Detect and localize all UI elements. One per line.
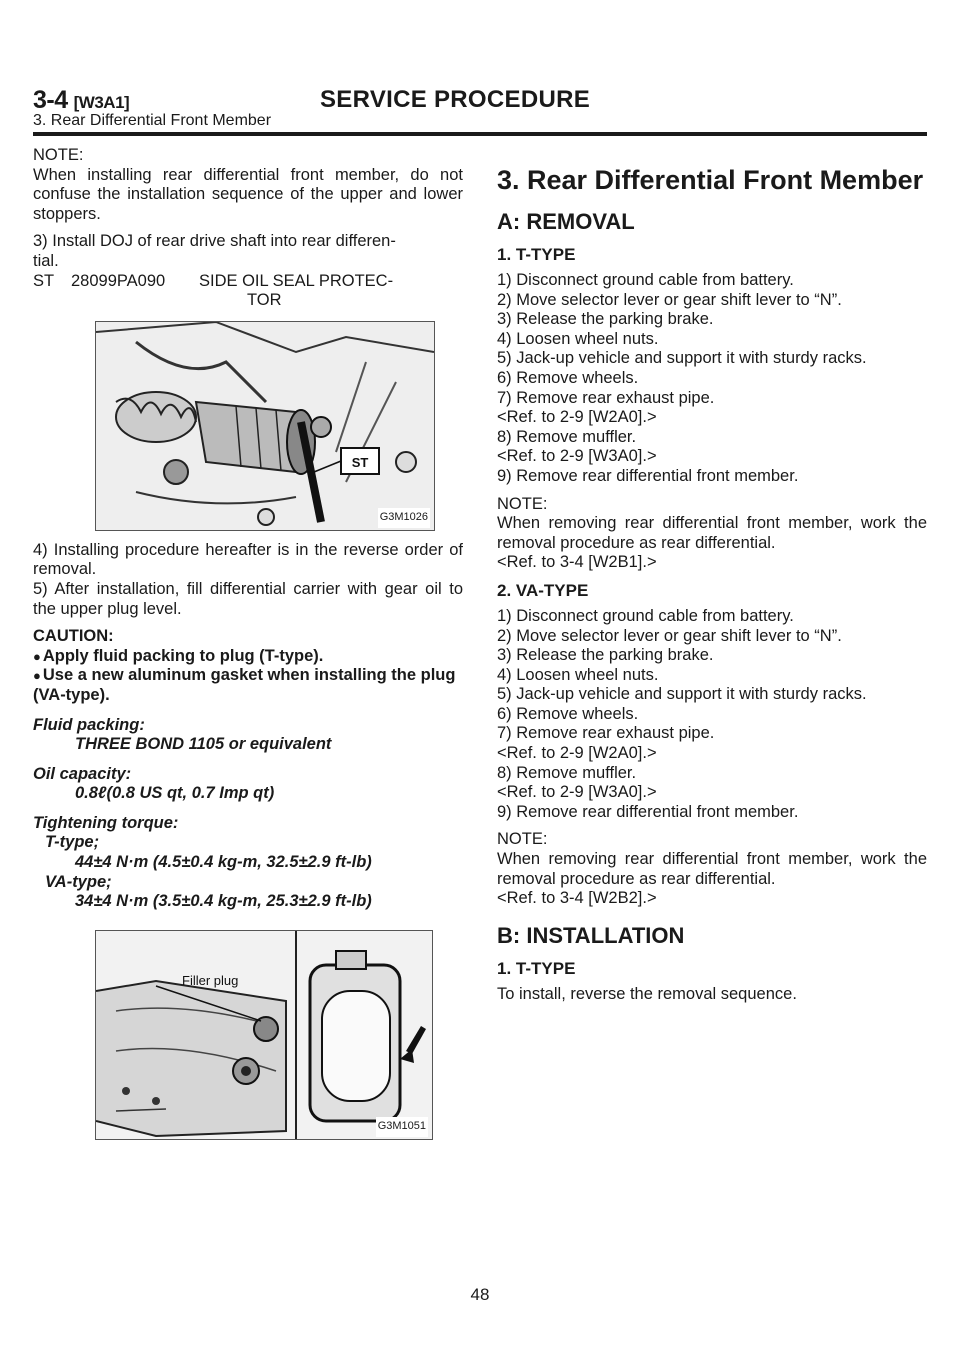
step-line: 1) Disconnect ground cable from battery. (497, 606, 794, 625)
install-t-type-heading: 1. T-TYPE (497, 958, 576, 978)
step-line: 5) Jack-up vehicle and support it with sturdy racks. (497, 349, 867, 368)
caution-item (33, 647, 463, 667)
note-label: NOTE: (33, 146, 84, 164)
oil-capacity-label: Oil capacity: (33, 764, 132, 783)
main-heading: 3. Rear Differential Front Member (497, 165, 924, 195)
drive-shaft-illustration (96, 322, 434, 530)
step-line: 6) Remove wheels. (497, 704, 639, 723)
figure-filler-plug (95, 930, 433, 1140)
note-label: NOTE: (497, 494, 548, 513)
va-type-steps (497, 607, 927, 823)
st-prefix: ST (33, 271, 55, 290)
fluid-packing-value: THREE BOND 1105 or equivalent (75, 735, 332, 754)
step-3-line2: tial. (33, 251, 59, 270)
note-ref: <Ref. to 3-4 [W2B2].> (497, 889, 657, 908)
step-line: 3) Release the parking brake. (497, 646, 714, 665)
st-name-line1: SIDE OIL SEAL PROTEC- (199, 271, 394, 290)
t-type-heading: 1. T-TYPE (497, 245, 576, 264)
left-column (33, 146, 463, 1150)
section-number-text: 3-4 (33, 86, 68, 114)
filler-plug-illustration (96, 931, 432, 1139)
step-line: 9) Remove rear differential front member. (497, 466, 799, 485)
step-3 (33, 232, 463, 310)
t-type-label: T-type; (45, 833, 100, 852)
section-number (33, 86, 129, 115)
step-line: 5) Jack-up vehicle and support it with sturdy racks. (497, 685, 867, 704)
installation-heading: B: INSTALLATION (497, 922, 685, 948)
st-figure-label: ST (351, 454, 369, 470)
section-code: [W3A1] (73, 93, 130, 112)
caution-item-text: Use a new aluminum gasket when installing the plug (VA-type). (33, 666, 456, 704)
special-tool-row (33, 272, 463, 292)
ref-line: <Ref. to 2-9 [W3A0].> (497, 783, 657, 802)
step-line: 7) Remove rear exhaust pipe. (497, 388, 715, 407)
step-3-line1: 3) Install DOJ of rear drive shaft into rear differen- (33, 232, 396, 251)
bullet-icon: ● (33, 668, 41, 684)
ref-line: <Ref. to 2-9 [W2A0].> (497, 408, 657, 427)
section-title: SERVICE PROCEDURE (320, 86, 591, 113)
step-line: 6) Remove wheels. (497, 368, 639, 387)
section-subtitle: 3. Rear Differential Front Member (33, 112, 272, 129)
step-line: 9) Remove rear differential front member. (497, 802, 799, 821)
filler-plug-label: Filler plug (182, 972, 239, 988)
caution-item-text: Apply fluid packing to plug (T-type). (42, 646, 324, 665)
t-type-steps (497, 271, 927, 487)
st-number: 28099PA090 (71, 271, 166, 290)
removal-heading: A: REMOVAL (497, 209, 635, 234)
step-5: 5) After installation, fill differential carrier with gear oil to the upper plug level. (33, 579, 463, 618)
install-text: To install, reverse the removal sequence. (497, 984, 797, 1003)
step-line: 3) Release the parking brake. (497, 310, 714, 329)
t-type-value: 44±4 N·m (4.5±0.4 kg-m, 32.5±2.9 ft-lb) (75, 853, 372, 872)
right-column (497, 146, 927, 1012)
figure-caption: G3M1051 (376, 1117, 428, 1137)
step-line: 4) Loosen wheel nuts. (497, 329, 659, 348)
va-type-heading: 2. VA-TYPE (497, 580, 589, 600)
note-label: NOTE: (497, 830, 548, 849)
caution-item (33, 666, 463, 705)
fluid-packing-label: Fluid packing: (33, 715, 145, 734)
step-4: 4) Installing procedure hereafter is in the reverse order of removal. (33, 540, 463, 579)
oil-capacity-value: 0.8ℓ(0.8 US qt, 0.7 Imp qt) (75, 784, 275, 803)
note-ref: <Ref. to 3-4 [W2B1].> (497, 553, 657, 572)
st-name-line2: TOR (247, 291, 282, 310)
step-line: 8) Remove muffler. (497, 763, 637, 782)
ref-line: <Ref. to 2-9 [W2A0].> (497, 744, 657, 763)
note-text: When removing rear differential front member, work the removal procedure as rear differential. (497, 850, 927, 888)
step-line: 2) Move selector lever or gear shift lever to “N”. (497, 290, 842, 309)
step-line: 1) Disconnect ground cable from battery. (497, 271, 794, 289)
figure-caption: G3M1026 (378, 508, 430, 528)
figure-drive-shaft (95, 321, 435, 531)
page-number: 48 (470, 1285, 490, 1304)
ref-line: <Ref. to 2-9 [W3A0].> (497, 447, 657, 466)
note-text: When removing rear differential front member, work the removal procedure as rear differential. (497, 514, 927, 552)
step-line: 2) Move selector lever or gear shift lever to “N”. (497, 626, 842, 645)
step-line: 7) Remove rear exhaust pipe. (497, 724, 715, 743)
va-type-label: VA-type; (45, 872, 112, 891)
va-type-value: 34±4 N·m (3.5±0.4 kg-m, 25.3±2.9 ft-lb) (75, 892, 372, 911)
header-rule (33, 132, 927, 136)
note-text: When installing rear differential front member, do not confuse the installation sequence of the upper and lower stoppers. (33, 165, 463, 223)
step-line: 4) Loosen wheel nuts. (497, 665, 659, 684)
caution-title: CAUTION: (33, 627, 114, 646)
step-line: 8) Remove muffler. (497, 427, 637, 446)
bullet-icon: ● (33, 648, 41, 664)
torque-label: Tightening torque: (33, 813, 179, 832)
